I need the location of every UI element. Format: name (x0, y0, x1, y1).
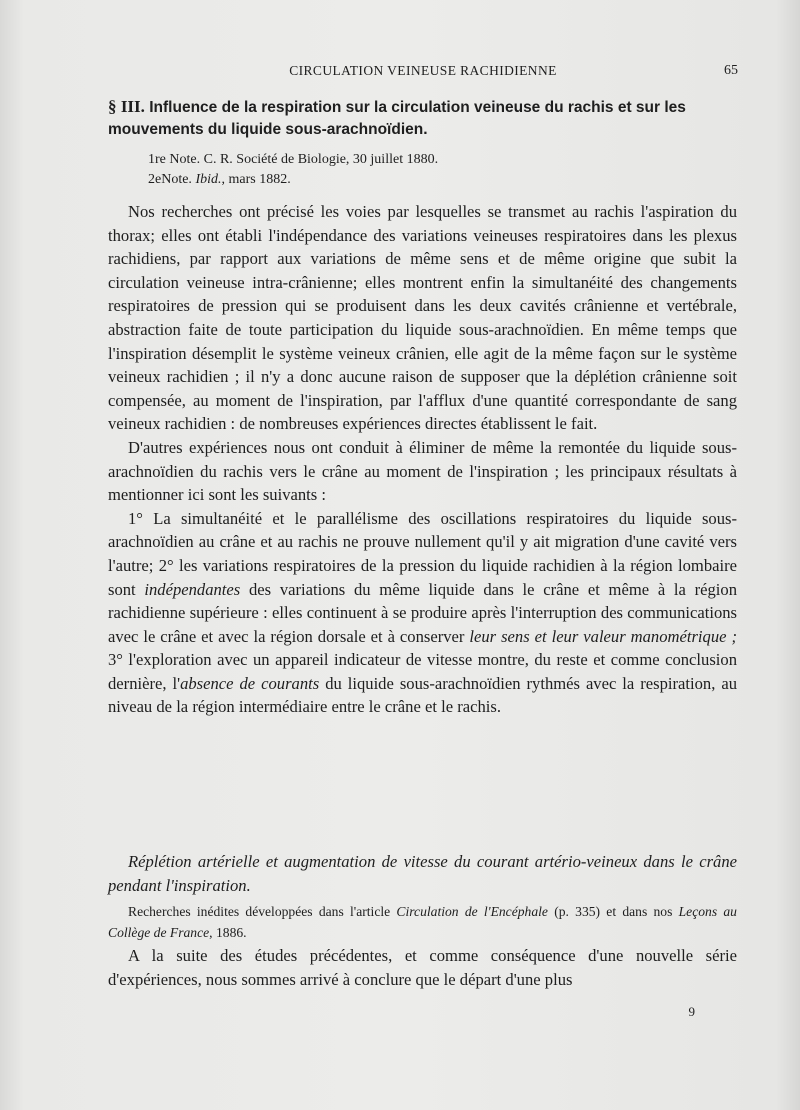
reference-note (108, 901, 737, 943)
note-1-text: Note. C. R. Société de Biologie, 30 juillet 1880. (165, 152, 439, 167)
note-1-label: 1re (148, 152, 166, 167)
paragraph-3-italic-2: leur sens et leur valeur manométrique ; (469, 626, 737, 646)
section-heading (108, 96, 746, 141)
reference-pre: Recherches inédites développées dans l'article (128, 904, 397, 919)
paragraph-2: D'autres expériences nous ont conduit à éliminer de même la remontée du liquide sous-arachnoïdien du rachis vers le crâne au moment de l'inspiration ; les principaux résultats à mentionner ici sont les suivants : (108, 437, 737, 505)
section-symbol: § (108, 97, 117, 116)
final-text (108, 944, 737, 991)
paragraph-1: Nos recherches ont précisé les voies par lesquelles se transmet au rachis l'aspiration du thorax; elles ont établi l'indépendance des variations veineuses respiratoires dans les plexus rachidiens, par rapport aux variations de même sens et de même origine que subit la circulation veineuse intra-crânienne; elles montrent enfin la simultanéité des changements respiratoires de pression qui se produisent dans les deux cavités crânienne et vertébrale, abstraction faite de toute participation du liquide sous-arachnoïdien. En même temps que l'inspiration désemplit le système veineux crânien, elle agit de la même façon sur le système veineux rachidien ; il n'y a donc aucune raison de supposer que la déplétion crânienne soit compensée, au moment de l'inspiration, par l'afflux d'une quantité correspondante de sang veineux rachidien : de nombreuses expériences directes établissent le fait. (108, 202, 737, 434)
final-paragraph: A la suite des études précédentes, et comme conséquence d'une nouvelle série d'expériences, nous sommes arrivé à conclure que le départ d'une plus (108, 946, 737, 989)
reference-book: Leçons au Collège de France (108, 904, 737, 940)
note-2-label: 2e (148, 172, 162, 187)
section-title: Influence de la respiration sur la circulation veineuse du rachis et sur les mouvements du liquide sous-arachnoïdien. (108, 99, 686, 138)
subsection-heading: Réplétion artérielle et augmentation de vitesse du courant artério-veineux dans le crâne pendant l'inspiration. (108, 852, 737, 895)
note-2-prefix: Note. (161, 172, 196, 187)
paragraph-3 (108, 507, 737, 719)
reference-post: , 1886. (209, 925, 247, 940)
reference-mid: (p. 335) et dans nos (547, 904, 679, 919)
paragraph-3-part-b: des variations du même liquide dans le crâne et même à la région rachidienne supérieure : elles continuent à se produire après l'interruption des communications avec le crâne et avec la région dorsale et à conserver (108, 579, 737, 646)
paragraph-3-part-a: 1° La simultanéité et le parallélisme des oscillations respiratoires du liquide sous-arachnoïdien au crâne et au rachis ne prouve nullement qu'il y ait migration d'une cavité vers l'autre; 2° les variations respiratoires de la pression du liquide rachidien à la région lombaire sont (108, 508, 737, 599)
paragraph-3-italic-3: absence de courants (180, 673, 320, 693)
section-numeral: III. (120, 97, 145, 116)
note-2 (148, 170, 291, 190)
page-header (108, 63, 738, 83)
paragraph-3-italic-1: indépendantes (144, 579, 241, 599)
running-title: CIRCULATION VEINEUSE RACHIDIENNE (289, 63, 557, 78)
signature-mark: 9 (688, 1004, 695, 1019)
paragraph-3-part-c: 3° l'exploration avec un appareil indicateur de vitesse montre, du reste et comme conclusion dernière, l' (108, 650, 737, 693)
note-1 (148, 150, 438, 170)
paragraph-3-part-d: du liquide sous-arachnoïdien rythmés avec la respiration, au niveau de la région intermédiaire entre le crâne et le rachis. (108, 673, 738, 717)
reference-article: Circulation de l'Encéphale (396, 904, 548, 919)
note-2-suffix: , mars 1882. (221, 172, 291, 187)
page-number: 65 (724, 63, 738, 78)
main-text (108, 200, 737, 719)
note-2-ibid: Ibid. (195, 172, 222, 187)
